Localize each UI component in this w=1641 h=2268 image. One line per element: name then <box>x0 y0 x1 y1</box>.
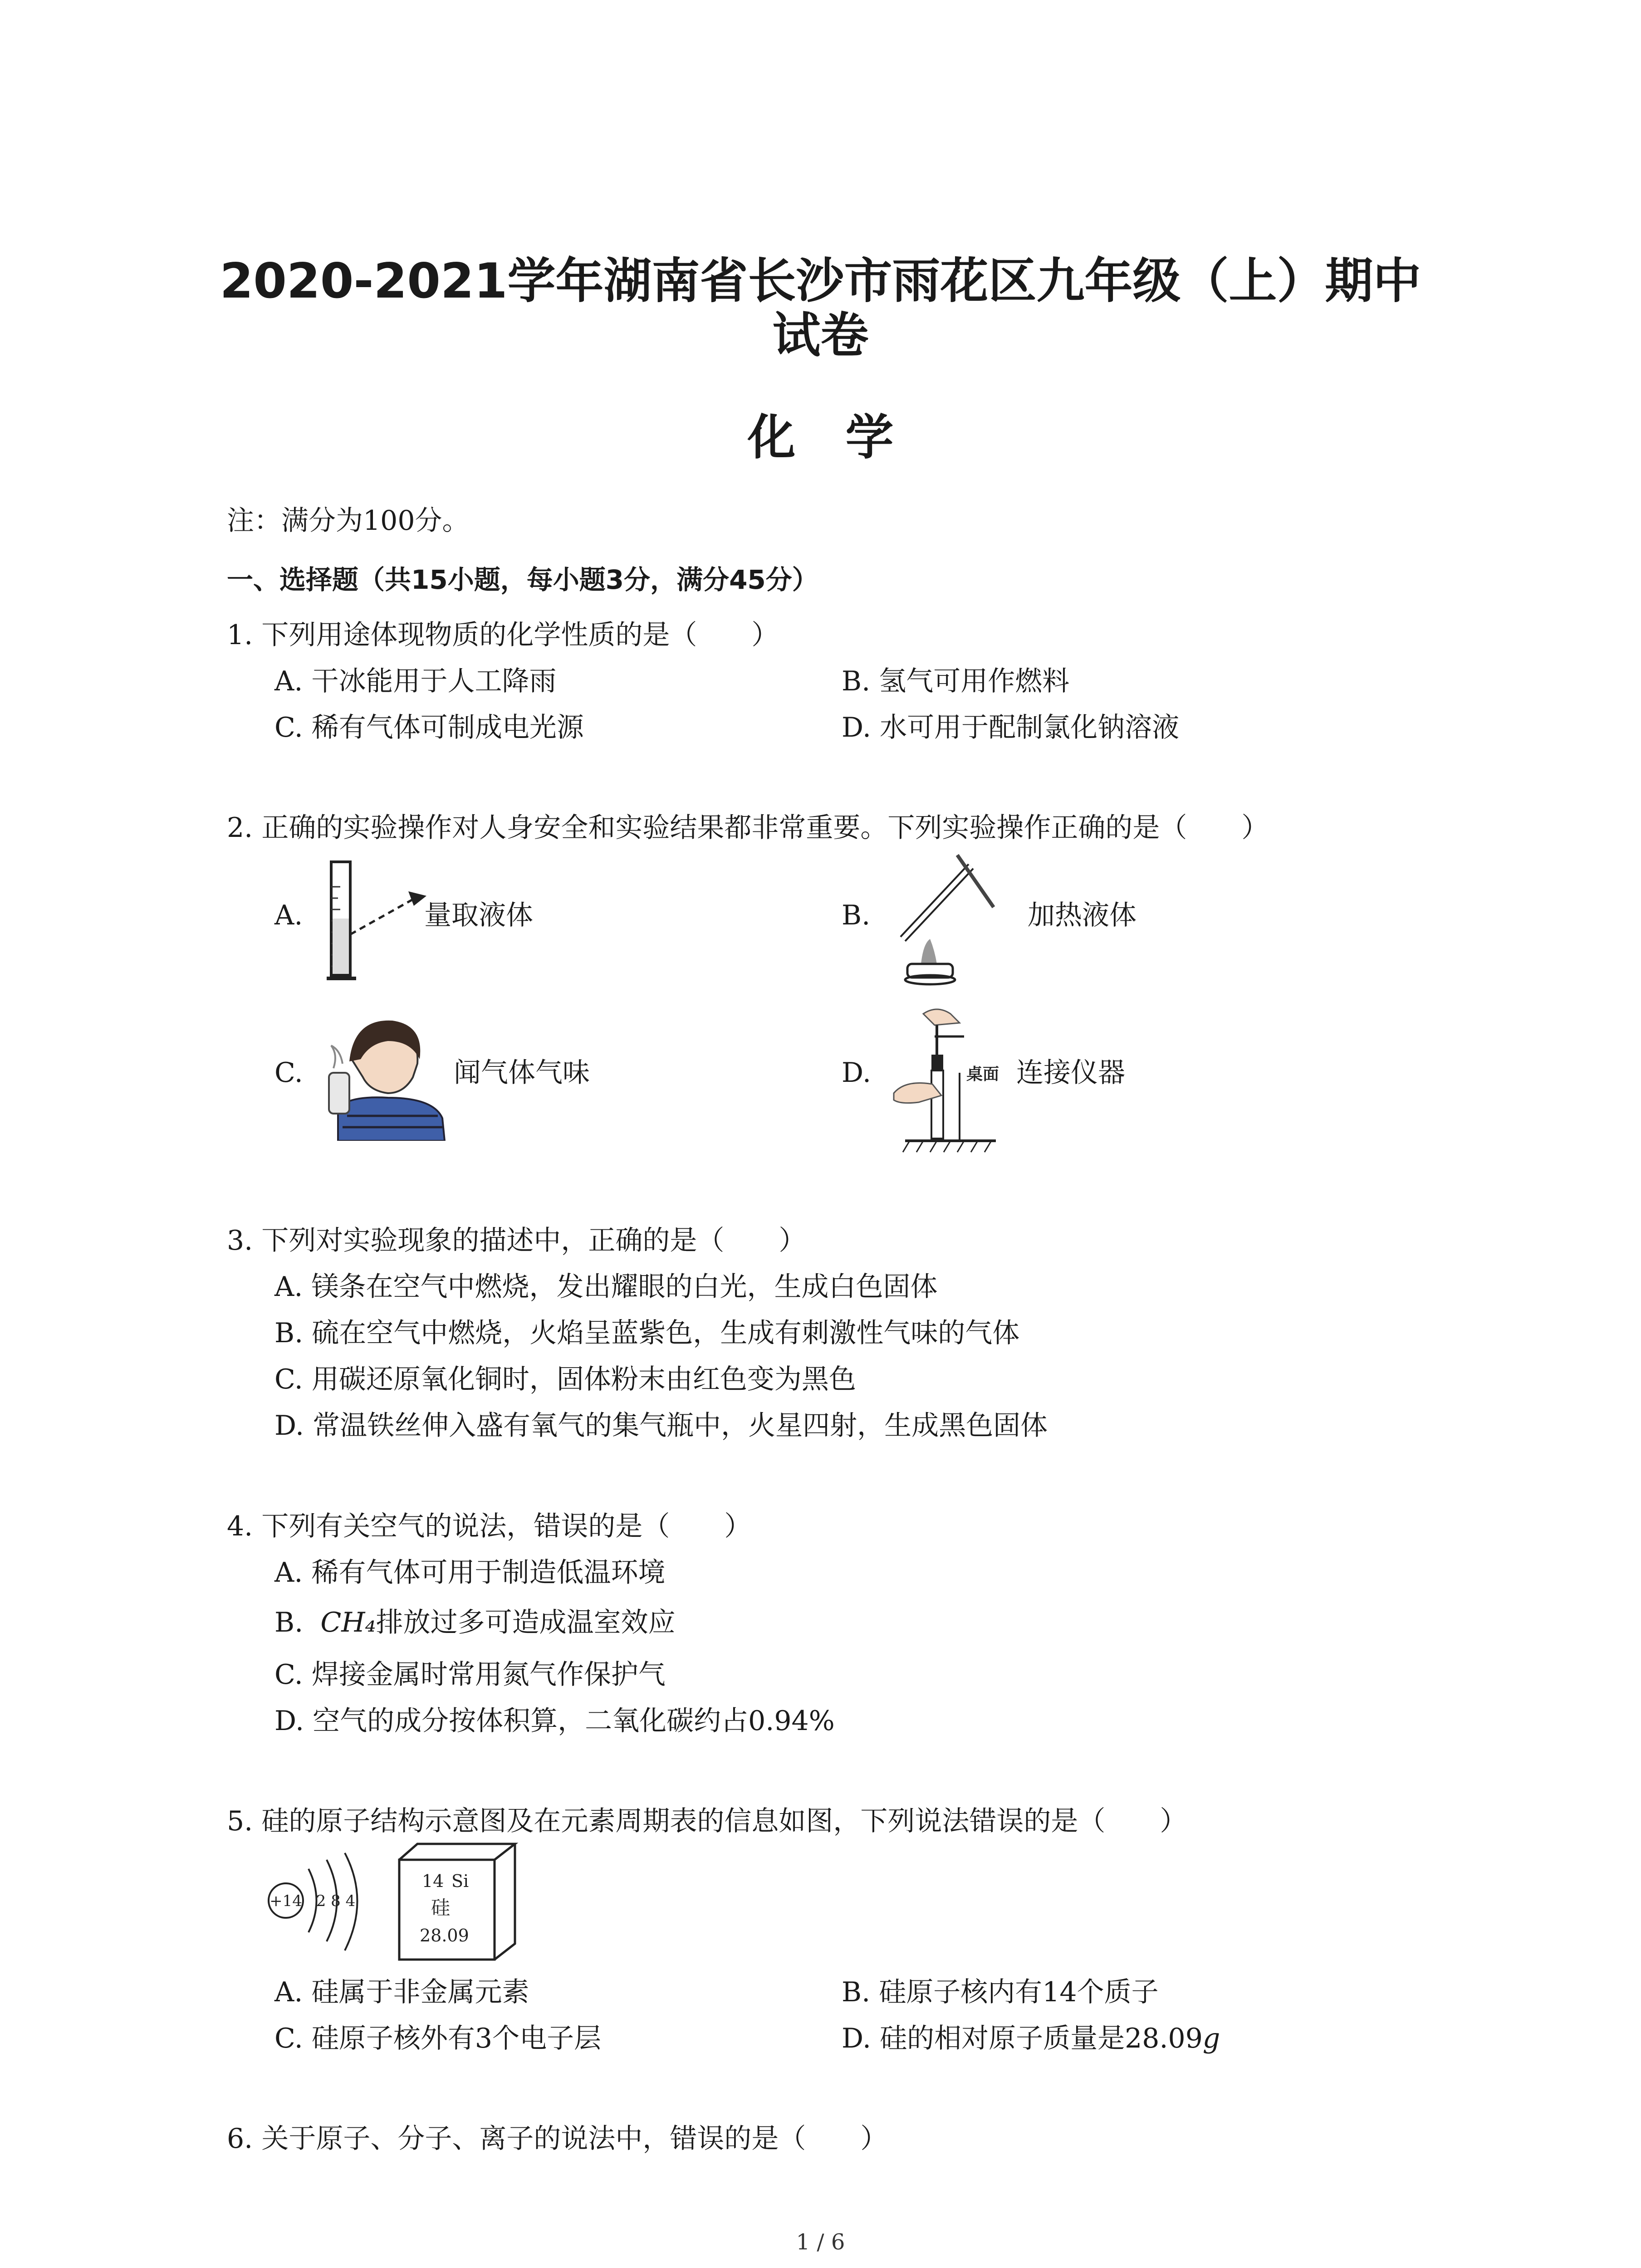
q2-option-a-label: A. <box>274 899 303 931</box>
page-number: 1 / 6 <box>796 2229 845 2255</box>
q2-option-d-label: D. <box>842 1057 872 1089</box>
q4-option-d: D. 空气的成分按体积算，二氧化碳约占0.94% <box>274 1705 835 1737</box>
section-heading: 一、选择题（共15小题，每小题3分，满分45分） <box>227 564 818 595</box>
q3-option-b: B. 硫在空气中燃烧，火焰呈蓝紫色，生成有刺激性气味的气体 <box>274 1317 1020 1349</box>
q5-option-b: B. 硅原子核内有14个质子 <box>842 1976 1159 2008</box>
q2-option-a-caption: 量取液体 <box>424 899 533 931</box>
exam-title-line1: 2020-2021学年湖南省长沙市雨花区九年级（上）期中 <box>220 253 1421 309</box>
connecting-apparatus-figure <box>892 1005 1009 1154</box>
q3-option-a: A. 镁条在空气中燃烧，发出耀眼的白光，生成白色固体 <box>274 1271 938 1303</box>
q2-option-b-label: B. <box>842 899 871 931</box>
desk-surface-label: 桌面 <box>966 1065 999 1084</box>
nucleus-charge: +14 <box>269 1892 302 1910</box>
q1-stem: 1. 下列用途体现物质的化学性质的是（ ） <box>227 619 779 651</box>
q5-option-c: C. 硅原子核外有3个电子层 <box>274 2023 602 2054</box>
exam-title-line2: 试卷 <box>772 308 869 363</box>
q6-stem: 6. 关于原子、分子、离子的说法中，错误的是（ ） <box>227 2123 888 2155</box>
atomic-number: 14 <box>422 1871 444 1891</box>
element-name: 硅 <box>431 1897 451 1919</box>
q3-option-d: D. 常温铁丝伸入盛有氧气的集气瓶中，火星四射，生成黑色固体 <box>274 1410 1048 1442</box>
silicon-atom-structure-figure <box>263 1851 381 1955</box>
q2-option-c-caption: 闻气体气味 <box>454 1057 590 1089</box>
q2-option-c-label: C. <box>274 1057 303 1089</box>
q5-option-d-text: D. 硅的相对原子质量是28.09 <box>842 2023 1203 2054</box>
heating-liquid-figure <box>889 853 1007 989</box>
q5-option-a: A. 硅属于非金属元素 <box>274 1976 529 2008</box>
gram-unit: g <box>1202 2023 1220 2054</box>
q1-option-a: A. 干冰能用于人工降雨 <box>274 665 557 697</box>
q4-option-b-text: 排放过多可造成温室效应 <box>376 1607 676 1638</box>
q2-option-d-caption: 连接仪器 <box>1016 1057 1125 1089</box>
q3-option-c: C. 用碳还原氧化铜时，固体粉末由红色变为黑色 <box>274 1364 856 1395</box>
q5-option-d <box>842 2020 1220 2057</box>
q4-option-c: C. 焊接金属时常用氮气作保护气 <box>274 1659 666 1691</box>
methane-formula: CH₄ <box>320 1607 376 1638</box>
element-symbol: Si <box>451 1871 469 1891</box>
q3-stem: 3. 下列对实验现象的描述中，正确的是（ ） <box>227 1225 806 1256</box>
q2-option-b-caption: 加热液体 <box>1028 899 1136 931</box>
smelling-gas-figure <box>320 1009 451 1141</box>
q4-option-b-label: B. <box>274 1607 321 1638</box>
q5-stem: 5. 硅的原子结构示意图及在元素周期表的信息如图，下列说法错误的是（ ） <box>227 1805 1187 1837</box>
score-note: 注：满分为100分。 <box>227 505 470 537</box>
subject-title: 化学 <box>747 410 944 465</box>
q4-stem: 4. 下列有关空气的说法，错误的是（ ） <box>227 1510 752 1542</box>
q1-option-c: C. 稀有气体可制成电光源 <box>274 712 584 743</box>
q1-option-d: D. 水可用于配制氯化钠溶液 <box>842 712 1180 743</box>
q1-option-b: B. 氢气可用作燃料 <box>842 665 1070 697</box>
atomic-mass: 28.09 <box>420 1926 469 1945</box>
q4-option-a: A. 稀有气体可用于制造低温环境 <box>274 1557 666 1589</box>
graduated-cylinder-figure <box>318 860 436 987</box>
q2-stem: 2. 正确的实验操作对人身安全和实验结果都非常重要。下列实验操作正确的是（ ） <box>227 812 1269 844</box>
q4-option-b <box>274 1604 676 1641</box>
periodic-table-cell-figure <box>395 1842 522 1964</box>
electron-shells: 2 8 4 <box>316 1892 356 1910</box>
